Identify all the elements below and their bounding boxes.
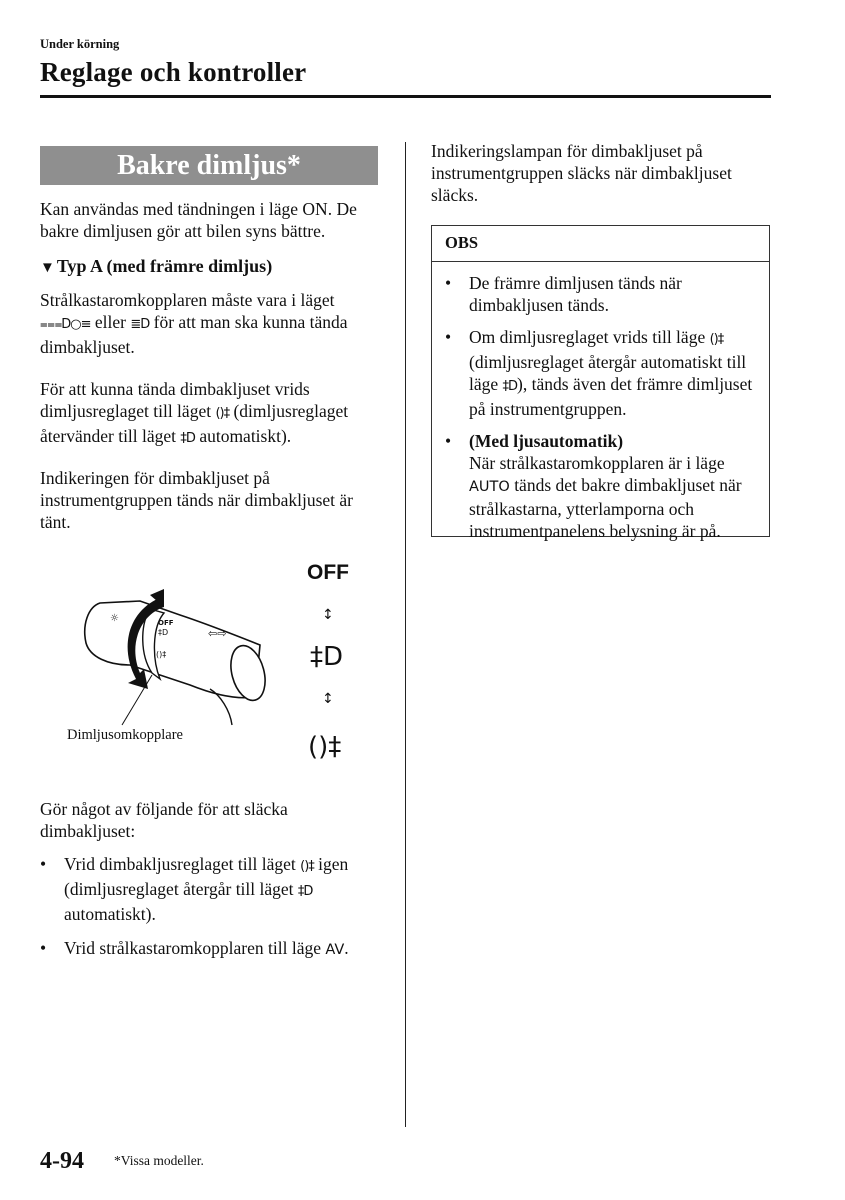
bullet-icon: • (40, 854, 47, 874)
paragraph-switch-position (40, 289, 385, 358)
note-item3-text-a: När strålkastaromkopplaren är i läge (469, 453, 725, 473)
rear-fog-indicator-icon: ()‡ (308, 732, 342, 762)
paragraph-indicator: Indikeringen för dimbakljuset på instrumentgruppen tänds när dimbakljuset är tänt. (40, 468, 353, 532)
triangle-marker-icon: ▼ (40, 260, 55, 276)
bullet-icon: • (40, 938, 47, 958)
bullet1-text-c: automatiskt). (64, 904, 156, 924)
auto-position-label: AUTO (469, 479, 510, 495)
svg-text:‡D: ‡D (158, 628, 169, 637)
list-item (40, 937, 388, 961)
front-fog-indicator-icon: ‡D (310, 642, 344, 672)
footnote: *Vissa modeller. (114, 1153, 204, 1168)
bullet-icon: • (445, 273, 452, 293)
subheading-text: Typ A (med främre dimljus) (56, 256, 273, 276)
paragraph-turn-on (40, 378, 385, 450)
note-heading: OBS (432, 226, 769, 262)
note-item2-text-b: (dimljusreglaget återgår automatiskt till läge (469, 352, 747, 394)
bullet1-text-b: igen (dimljusreglaget återgår till läget (64, 854, 349, 899)
off-position-label: AV (325, 942, 345, 958)
p2-text-c: automatiskt). (199, 426, 292, 446)
p2-text-a: För att kunna tända dimbakljuset vrids dimljusreglaget till läget (40, 379, 310, 421)
page-title: Reglage och kontroller (40, 57, 307, 87)
svg-text:⇦⇨: ⇦⇨ (208, 627, 227, 640)
note-item2-text-a: Om dimljusreglaget vrids till läge (469, 327, 706, 347)
note-item3-title: (Med ljusautomatik) (469, 431, 624, 451)
list-item (445, 326, 765, 420)
svg-text:↕: ↕ (322, 691, 334, 707)
list-item (40, 853, 388, 925)
note-item3-text-b: tänds det bakre dimbakljuset när strålkastarna, ytterlamporna och instrumentpanelens belysning är på. (469, 475, 742, 541)
svg-text:↕: ↕ (322, 607, 334, 623)
intro-paragraph: Kan användas med tändningen i läge ON. De bakre dimljusen gör att bilen syns bättre. (40, 199, 357, 241)
off-label: OFF (307, 561, 349, 584)
front-fog-light-icon: ‡D (180, 431, 195, 446)
front-fog-light-icon: ‡D (297, 884, 313, 899)
p1-text-b: eller (94, 312, 126, 332)
paragraph-indicator-off: Indikeringslampan för dimbakljuset på instrumentgruppen släcks när dimbakljuset släcks. (431, 141, 732, 205)
headlight-icon: ≣D (130, 317, 150, 332)
fog-switch-diagram (60, 585, 360, 775)
breadcrumb: Under körning (40, 37, 120, 51)
svg-text:()‡: ()‡ (156, 650, 167, 659)
turn-off-list (40, 853, 388, 961)
p1-text-a: Strålkastaromkopplaren måste vara i läget (40, 290, 335, 310)
p2-text-b: (dimljusreglaget återvänder till läget (40, 401, 349, 446)
rear-fog-light-icon: ()‡ (215, 406, 230, 421)
section-heading: Bakre dimljus* (40, 146, 378, 185)
bullet1-text-a: Vrid dimbakljusreglaget till läget (64, 854, 296, 874)
front-fog-light-icon: ‡D (502, 379, 518, 394)
bullet-icon: • (445, 327, 452, 347)
column-divider (405, 142, 406, 1127)
bullet2-text-a: Vrid strålkastaromkopplaren till läge (64, 938, 321, 958)
paragraph-turn-off: Gör något av följande för att släcka dimbakljuset: (40, 799, 288, 841)
rear-fog-light-icon: ()‡ (300, 859, 314, 874)
note-item1-text: De främre dimljusen tänds när dimbakljusen tänds. (469, 273, 682, 315)
title-divider (40, 95, 771, 98)
list-item (445, 430, 765, 542)
bullet2-text-b: . (344, 938, 349, 958)
note-box (431, 225, 770, 541)
p1-text-c: för att man ska kunna tända dimbakljuset. (40, 312, 348, 357)
rear-fog-light-icon: ()‡ (709, 332, 724, 347)
stalk-off-text: OFF (158, 619, 174, 627)
note-list (445, 272, 765, 552)
note-item2-text-c: ), tänds även det främre dimljuset på instrumentgruppen. (469, 374, 753, 419)
subheading (40, 256, 272, 277)
parking-light-icon: ⩶D○≡ (40, 317, 91, 332)
bullet-icon: • (445, 431, 452, 451)
svg-text:☼: ☼ (110, 613, 119, 624)
page-number: 4-94 (40, 1148, 84, 1174)
list-item (445, 272, 765, 316)
diagram-caption: Dimljusomkopplare (67, 727, 183, 743)
